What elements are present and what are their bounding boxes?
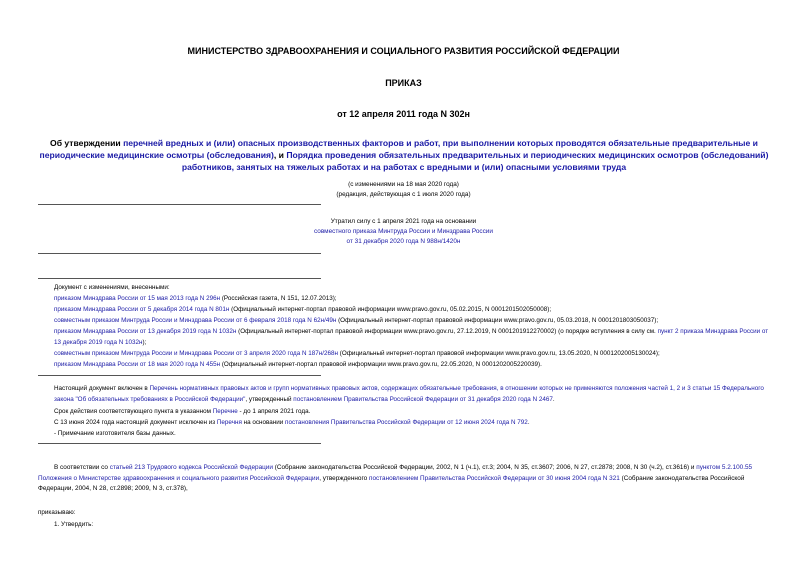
change-link[interactable]: приказом Минздрава России от 18 мая 2020 года N 455н bbox=[54, 361, 221, 368]
note-link-resolution-2024[interactable]: постановления Правительства Российской Федерации от 12 июня 2024 года N 792 bbox=[285, 419, 528, 426]
separator-line bbox=[38, 253, 321, 254]
change-link[interactable]: совместным приказом Минтруда России и Минздрава России от 3 апреля 2020 года N 187н/268н bbox=[54, 350, 338, 357]
change-link[interactable]: совместным приказом Минтруда России и Минздрава России от 6 февраля 2018 года N 62н/49н bbox=[54, 317, 337, 324]
change-item: приказом Минздрава России от 5 декабря 2014 года N 801н (Официальный интернет-портал правовой информации www.pravo.gov.ru, 05.02.2015, N 0001201502050008); bbox=[54, 306, 552, 313]
order-word: приказываю: bbox=[38, 509, 76, 516]
separator-line bbox=[38, 204, 321, 205]
edition-in-force: (редакция, действующая с 1 июля 2020 года) bbox=[336, 191, 471, 198]
change-item: приказом Минздрава России от 18 мая 2020 года N 455н (Официальный интернет-портал правовой информации www.pravo.gov.ru, 22.05.2020, N 0001202005220039). bbox=[54, 361, 542, 368]
note-term: Срок действия соответствующего пункта в указанном Перечне - до 1 апреля 2021 года. bbox=[54, 408, 311, 415]
note-included-in-list: Настоящий документ включен в Перечень нормативных правовых актов и групп нормативных правовых актов, содержащих обязательные требования, в отношении которых не применяются положения частей 1, 2 и 3 статьи 15 Федерального закона "Об обязательных требованиях в Российской Федерации", утвержденный постановлением Правительства Российской Федерации от 31 декабря 2020 года N 2467. bbox=[54, 385, 764, 403]
title-prefix: Об утверждении bbox=[50, 138, 124, 148]
separator-line bbox=[38, 278, 321, 279]
expired-note: Утратил силу с 1 апреля 2021 года на основании bbox=[330, 218, 477, 225]
note-db-maker: - Примечание изготовителя базы данных. bbox=[54, 430, 176, 437]
change-link[interactable]: приказом Минздрава России от 5 декабря 2014 года N 801н bbox=[54, 306, 230, 313]
title-link-procedure[interactable]: Порядка проведения обязательных предварительных и периодических медицинских осмотров (обследований) работников, занятых на тяжелых работах и на работах с вредными и (или) опасными условиями труда bbox=[181, 150, 769, 172]
body-link-regulation[interactable]: пунктом 5.2.100.55 Положения о Министерстве здравоохранения и социального развития Российской Федерации bbox=[38, 464, 753, 482]
change-item: совместным приказом Минтруда России и Минздрава России от 6 февраля 2018 года N 62н/49н (Официальный интернет-портал правовой информации www.pravo.gov.ru, 05.03.2018, N 0001201803050037); bbox=[54, 317, 659, 324]
separator-line bbox=[38, 443, 321, 444]
change-item: приказом Минздрава России от 13 декабря 2019 года N 1032н (Официальный интернет-портал правовой информации www.pravo.gov.ru, 27.12.2019, N 0001201912270002) (о порядке вступления в силу см. пункт 2 приказа Минздрава России от 13 декабря 2019 года N 1032н); bbox=[54, 328, 769, 346]
expired-link-order[interactable]: совместного приказа Минтруда России и Минздрава России bbox=[314, 228, 493, 235]
ministry-name: МИНИСТЕРСТВО ЗДРАВООХРАНЕНИЯ И СОЦИАЛЬНОГО РАЗВИТИЯ РОССИЙСКОЙ ФЕДЕРАЦИИ bbox=[187, 46, 620, 56]
body-paragraph: В соответствии со статьей 213 Трудового кодекса Российской Федерации (Собрание законодательства Российской Федерации, 2002, N 1 (ч.1), ст.3; 2004, N 35, ст.3607; 2006, N 27, ст.2878; 2008, N 30 (ч.2), ст.3616) и пунктом 5.2.100.55 Положения о Министерстве здравоохранения и социального развития Российской Федерации, утвержденного постановлением Правительства Российской Федерации от 30 июня 2004 года N 321 (Собрание законодательства Российской Федерации, 2004, N 28, ст.2898; 2009, N 3, ст.378), bbox=[38, 464, 753, 493]
approve-item: 1. Утвердить: bbox=[54, 521, 94, 528]
title-link-lists[interactable]: перечней вредных и (или) опасных производственных факторов и работ, при выполнении которых проводятся обязательные предварительные и периодические медицинские осмотры (обследования) bbox=[39, 138, 758, 160]
note-link-list-short[interactable]: Перечне bbox=[212, 408, 238, 415]
document-title bbox=[34, 137, 774, 173]
note-link-list-excluded[interactable]: Перечня bbox=[216, 419, 242, 426]
change-item: совместным приказом Минтруда России и Минздрава России от 3 апреля 2020 года N 187н/268н (Официальный интернет-портал правовой информации www.pravo.gov.ru, 13.05.2020, N 0001202005130024); bbox=[54, 350, 660, 357]
note-link-resolution[interactable]: постановлением Правительства Российской Федерации от 31 декабря 2020 года N 2467 bbox=[293, 395, 553, 403]
document-type: ПРИКАЗ bbox=[385, 78, 422, 88]
change-link-clause[interactable]: пункт 2 приказа Минздрава России от 13 декабря 2019 года N 1032н bbox=[54, 328, 769, 346]
title-middle: , и bbox=[273, 150, 287, 160]
changes-intro: Документ с изменениями, внесенными: bbox=[54, 284, 170, 291]
change-item: приказом Минздрава России от 15 мая 2013 года N 296н (Российская газета, N 151, 12.07.2013); bbox=[54, 295, 337, 302]
change-link[interactable]: приказом Минздрава России от 13 декабря 2019 года N 1032н bbox=[54, 328, 237, 335]
change-link[interactable]: приказом Минздрава России от 15 мая 2013 года N 296н bbox=[54, 295, 221, 302]
separator-line bbox=[38, 375, 321, 376]
body-link-labor-code[interactable]: статьей 213 Трудового кодекса Российской Федерации bbox=[109, 464, 273, 471]
expired-link-date[interactable]: от 31 декабря 2020 года N 988н/1420н bbox=[346, 238, 461, 245]
note-link-list[interactable]: Перечень нормативных правовых актов и групп нормативных правовых актов, содержащих обязательные требования, в отношении которых не применяются положения частей 1, 2 и 3 статьи 15 Федерального закона "Об обязательных требованиях в Российской Федерации" bbox=[54, 385, 764, 403]
edition-changes: (с изменениями на 18 мая 2020 года) bbox=[348, 181, 459, 188]
document-date-number: от 12 апреля 2011 года N 302н bbox=[337, 109, 470, 119]
note-excluded: С 13 июня 2024 года настоящий документ исключен из Перечня на основании постановления Правительства Российской Федерации от 12 июня 2024 года N 792. bbox=[54, 419, 530, 426]
body-link-resolution[interactable]: постановлением Правительства Российской Федерации от 30 июня 2004 года N 321 bbox=[368, 474, 620, 482]
